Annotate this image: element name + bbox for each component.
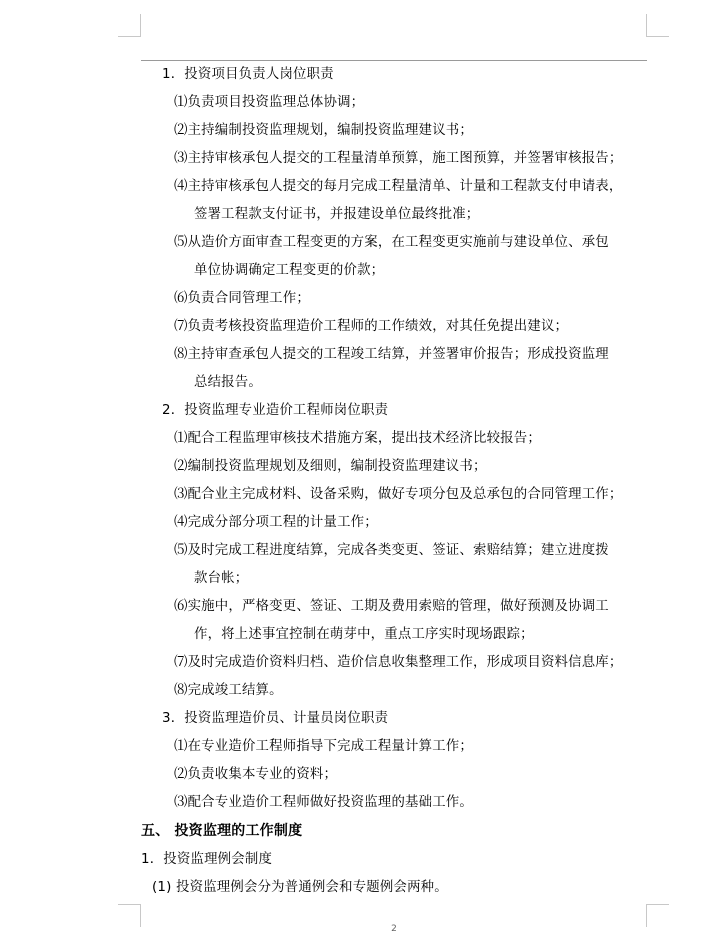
list-item: ⑵负责收集本专业的资料； [174, 767, 338, 782]
crop-mark-top-left [118, 14, 141, 37]
crop-mark-top-right [646, 14, 669, 37]
list-item: ⑵编制投资监理规划及细则，编制投资监理建议书； [174, 459, 487, 474]
chapter-heading: 五、 投资监理的工作制度 [141, 823, 303, 839]
list-item: ⑸从造价方面审查工程变更的方案，在工程变更实施前与建设单位、承包 [174, 235, 609, 250]
section-heading: 1．投资项目负责人岗位职责 [162, 67, 334, 82]
list-item: ⑶配合业主完成材料、设备采购，做好专项分包及总承包的合同管理工作； [174, 487, 623, 502]
list-item: ⑸及时完成工程进度结算，完成各类变更、签证、索赔结算；建立进度拨 [174, 543, 609, 558]
section-heading: 3．投资监理造价员、计量员岗位职责 [162, 711, 389, 726]
subsection-heading: 1．投资监理例会制度 [141, 852, 273, 867]
list-item-continuation: 签署工程款支付证书，并报建设单位最终批准； [194, 207, 480, 222]
list-item-continuation: 总结报告。 [194, 375, 262, 390]
header-rule [141, 60, 647, 61]
crop-mark-bottom-right [646, 904, 669, 927]
list-item: ⑵主持编制投资监理规划，编制投资监理建议书； [174, 123, 473, 138]
list-item: (1) 投资监理例会分为普通例会和专题例会两种。 [152, 880, 448, 895]
list-item-continuation: 作，将上述事宜控制在萌芽中，重点工序实时现场跟踪； [194, 627, 534, 642]
list-item: ⑴负责项目投资监理总体协调； [174, 95, 365, 110]
list-item: ⑹负责合同管理工作； [174, 291, 310, 306]
page-number: 2 [391, 924, 397, 934]
list-item: ⑷完成分部分项工程的计量工作； [174, 515, 378, 530]
list-item: ⑹实施中，严格变更、签证、工期及费用索赔的管理，做好预测及协调工 [174, 599, 609, 614]
section-heading: 2．投资监理专业造价工程师岗位职责 [162, 403, 389, 418]
list-item: ⑻完成竣工结算。 [174, 683, 283, 698]
list-item: ⑶配合专业造价工程师做好投资监理的基础工作。 [174, 795, 473, 810]
list-item: ⑺负责考核投资监理造价工程师的工作绩效，对其任免提出建议； [174, 319, 569, 334]
list-item: ⑷主持审核承包人提交的每月完成工程量清单、计量和工程款支付申请表， [174, 179, 623, 194]
list-item-continuation: 款台帐； [194, 571, 249, 586]
list-item: ⑴配合工程监理审核技术措施方案，提出技术经济比较报告； [174, 431, 541, 446]
list-item-continuation: 单位协调确定工程变更的价款； [194, 263, 385, 278]
list-item: ⑶主持审核承包人提交的工程量清单预算，施工图预算，并签署审核报告； [174, 151, 623, 166]
crop-mark-bottom-left [118, 904, 141, 927]
list-item: ⑻主持审查承包人提交的工程竣工结算，并签署审价报告；形成投资监理 [174, 347, 609, 362]
list-item: ⑴在专业造价工程师指导下完成工程量计算工作； [174, 739, 473, 754]
list-item: ⑺及时完成造价资料归档、造价信息收集整理工作，形成项目资料信息库； [174, 655, 623, 670]
